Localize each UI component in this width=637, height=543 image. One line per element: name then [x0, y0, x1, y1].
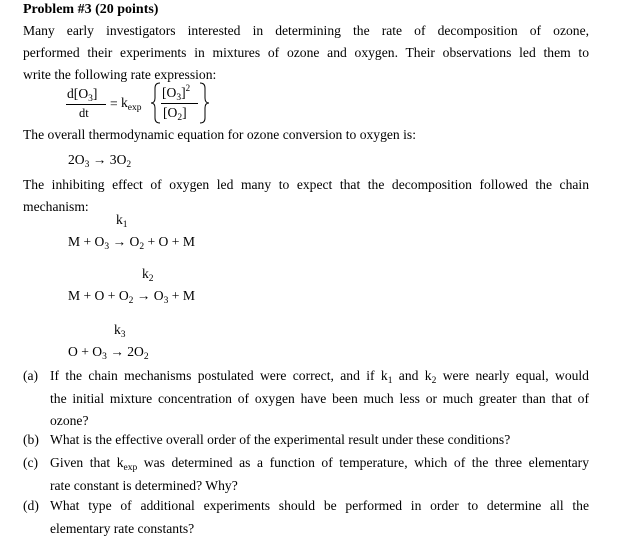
rate-lhs-numerator: $d[O_3]$	[67, 86, 98, 104]
question-text	[50, 495, 589, 540]
question-line: the initial mixture concentration of oxygen have been much less or much greater than that of	[50, 390, 589, 406]
rate-constant-label: $k_3$	[114, 322, 126, 340]
rate-rhs-denominator: $[O_2]$	[163, 105, 187, 123]
problem-title: Problem #3 (20 points)	[23, 2, 159, 17]
question-label: (d)	[23, 498, 39, 513]
question-label: (c)	[23, 455, 39, 470]
rate-equals: =	[110, 96, 118, 111]
rate-constant-label: $k_2$	[142, 266, 154, 284]
question-line: What is the effective overall order of the experimental result under these conditions?	[50, 432, 511, 447]
rate-constant-label: $k_1$	[116, 212, 128, 230]
intro-line-2: performed their experiments in mixtures of ozone and oxygen. Their observations led them to	[23, 45, 589, 60]
question-c	[23, 452, 589, 497]
rate-lhs-denominator: dt	[79, 106, 89, 120]
intro-line-3: write the following rate expression:	[23, 67, 217, 82]
question-label: (a)	[23, 368, 39, 383]
question-line: ozone?	[50, 413, 89, 428]
question-line: If the chain mechanisms postulated were correct, and if $k_1$ and $k_2$ were nearly equal, would	[50, 368, 589, 386]
question-text	[50, 429, 589, 452]
inhibit-paragraph	[23, 174, 589, 218]
question-line: What type of additional experiments should be performed in order to determine all the	[50, 498, 589, 513]
question-label: (b)	[23, 432, 39, 447]
rate-k-exp: $k_{exp}$	[121, 95, 142, 113]
question-d	[23, 495, 589, 540]
question-b	[23, 429, 589, 451]
intro-paragraph	[23, 20, 589, 86]
question-a	[23, 365, 589, 433]
mechanism-equation: $M + O_3 \to O_2 + O + M$	[68, 234, 195, 252]
rate-rhs-fraction-bar	[161, 103, 198, 104]
rate-rhs-numerator: $[O_3]^2$	[162, 83, 191, 103]
inhibit-line-2: mechanism:	[23, 199, 89, 214]
question-line: rate constant is determined? Why?	[50, 477, 238, 493]
right-brace-icon	[198, 82, 210, 124]
mechanism-equation: $M + O + O_2 \to O_3 + M$	[68, 288, 195, 306]
mechanism-equation: $O + O_3 \to 2O_2$	[68, 344, 149, 362]
question-line: Given that $k_{exp}$ was determined as a function of temperature, which of the three elementary	[50, 455, 590, 473]
overall-equation-text: The overall thermodynamic equation for ozone conversion to oxygen is:	[23, 127, 416, 142]
question-text	[50, 452, 589, 497]
question-text	[50, 365, 589, 433]
inhibit-line-1: The inhibiting effect of oxygen led many to expect that the decomposition followed the chain	[23, 177, 589, 192]
rate-lhs-fraction-bar	[66, 104, 106, 105]
question-line: elementary rate constants?	[50, 520, 195, 536]
overall-equation: $2O_3 \to 3O_2$	[68, 152, 132, 170]
intro-line-1: Many early investigators interested in determining the rate of decomposition of ozone,	[23, 23, 589, 38]
